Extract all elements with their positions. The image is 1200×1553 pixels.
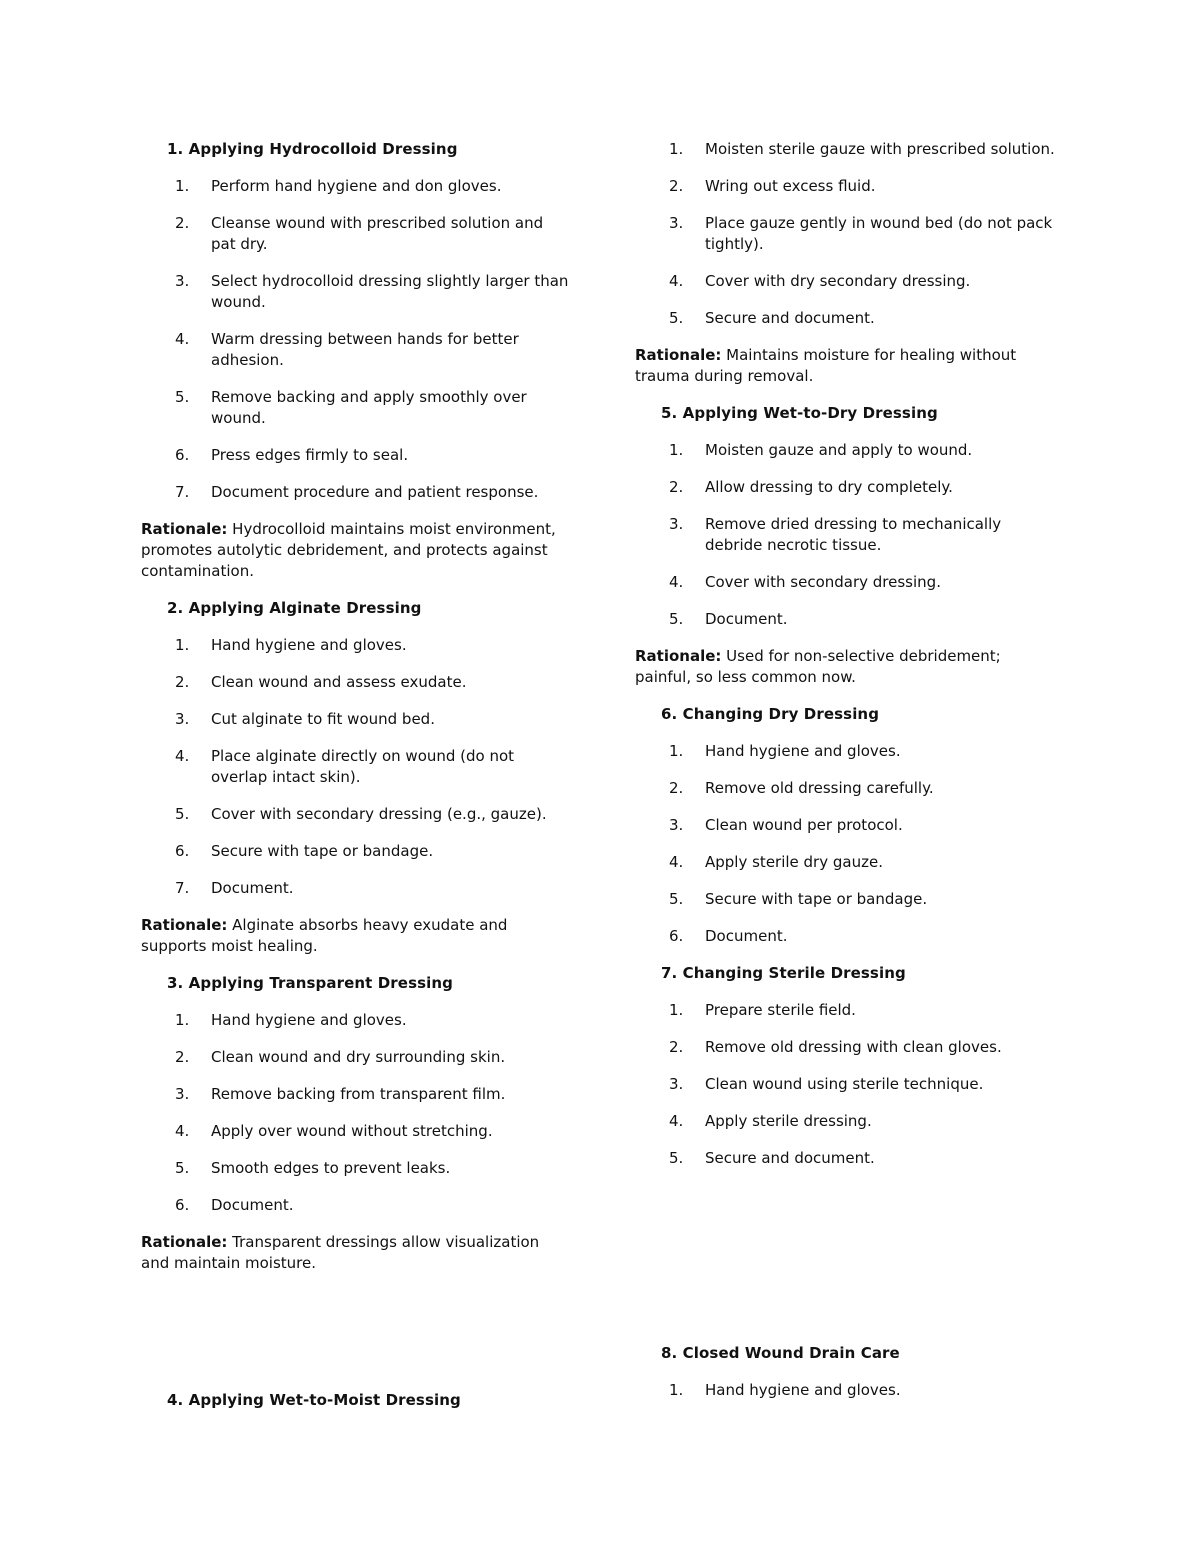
section-5-title: 5. Applying Wet-to-Dry Dressing [661,404,938,422]
section-3-steps [141,1010,571,1216]
left-column [141,139,571,1290]
list-item: 5. Document. [669,610,788,628]
section-2-steps [141,635,571,899]
right-column [635,139,1055,1185]
list-item: 1. Perform hand hygiene and don gloves. [175,177,502,195]
list-item: 2. Remove old dressing with clean gloves. [669,1038,1002,1056]
list-item: 5. Remove backing and apply smoothly over wound. [175,388,527,427]
list-item: 2. Cleanse wound with prescribed solution and pat dry. [175,214,544,253]
list-item: 5. Smooth edges to prevent leaks. [175,1159,451,1177]
list-item: 3. Select hydrocolloid dressing slightly larger than wound. [175,272,569,311]
section-8-steps [635,1380,1055,1417]
list-item: 2. Allow dressing to dry completely. [669,478,953,496]
list-item: 4. Cover with dry secondary dressing. [669,272,971,290]
list-item: 3. Remove backing from transparent film. [175,1085,506,1103]
list-item: 1. Hand hygiene and gloves. [669,1381,901,1399]
list-item: 1. Moisten sterile gauze with prescribed solution. [669,140,1055,158]
list-item: 4. Apply over wound without stretching. [175,1122,493,1140]
list-item: 2. Wring out excess fluid. [669,177,876,195]
list-item: 6. Press edges firmly to seal. [175,446,409,464]
section-2-title: 2. Applying Alginate Dressing [167,599,422,617]
list-item: 5. Cover with secondary dressing (e.g., gauze). [175,805,547,823]
section-3-rationale: Rationale: Transparent dressings allow visualization and maintain moisture. [141,1233,540,1272]
section-5-steps [635,440,1055,630]
section-6-steps [635,741,1055,947]
section-7-title: 7. Changing Sterile Dressing [661,964,906,982]
list-item: 1. Prepare sterile field. [669,1001,856,1019]
list-item: 5. Secure and document. [669,309,875,327]
section-3-title: 3. Applying Transparent Dressing [167,974,453,992]
list-item: 1. Hand hygiene and gloves. [175,636,407,654]
list-item: 1. Hand hygiene and gloves. [669,742,901,760]
list-item: 4. Place alginate directly on wound (do not overlap intact skin). [175,747,515,786]
list-item: 1. Hand hygiene and gloves. [175,1011,407,1029]
list-item: 5. Secure and document. [669,1149,875,1167]
list-item: 7. Document procedure and patient response. [175,483,539,501]
list-item: 3. Clean wound using sterile technique. [669,1075,984,1093]
list-item: 2. Clean wound and dry surrounding skin. [175,1048,506,1066]
list-item: 6. Secure with tape or bandage. [175,842,434,860]
section-4-title: 4. Applying Wet-to-Moist Dressing [167,1391,461,1409]
list-item: 4. Warm dressing between hands for better adhesion. [175,330,519,369]
list-item: 7. Document. [175,879,294,897]
section-4-steps [635,139,1055,329]
list-item: 3. Place gauze gently in wound bed (do not pack tightly). [669,214,1053,253]
list-item: 3. Remove dried dressing to mechanically debride necrotic tissue. [669,515,1002,554]
list-item: 4. Apply sterile dressing. [669,1112,872,1130]
section-5-rationale: Rationale: Used for non-selective debridement; painful, so less common now. [635,647,1001,686]
list-item: 3. Cut alginate to fit wound bed. [175,710,435,728]
section-4-rationale: Rationale: Maintains moisture for healing without trauma during removal. [635,346,1017,385]
list-item: 2. Remove old dressing carefully. [669,779,934,797]
list-item: 6. Document. [175,1196,294,1214]
section-1-rationale: Rationale: Hydrocolloid maintains moist environment, promotes autolytic debridement, and protects against contamination. [141,520,556,580]
list-item: 3. Clean wound per protocol. [669,816,903,834]
section-1-title: 1. Applying Hydrocolloid Dressing [167,140,458,158]
section-2-rationale: Rationale: Alginate absorbs heavy exudate and supports moist healing. [141,916,508,955]
list-item: 1. Moisten gauze and apply to wound. [669,441,973,459]
list-item: 4. Apply sterile dry gauze. [669,853,883,871]
list-item: 5. Secure with tape or bandage. [669,890,928,908]
list-item: 2. Clean wound and assess exudate. [175,673,467,691]
list-item: 6. Document. [669,927,788,945]
section-8-title: 8. Closed Wound Drain Care [661,1344,900,1362]
list-item: 4. Cover with secondary dressing. [669,573,941,591]
section-6-title: 6. Changing Dry Dressing [661,705,880,723]
section-7-steps [635,1000,1055,1169]
section-1-steps [141,176,571,503]
